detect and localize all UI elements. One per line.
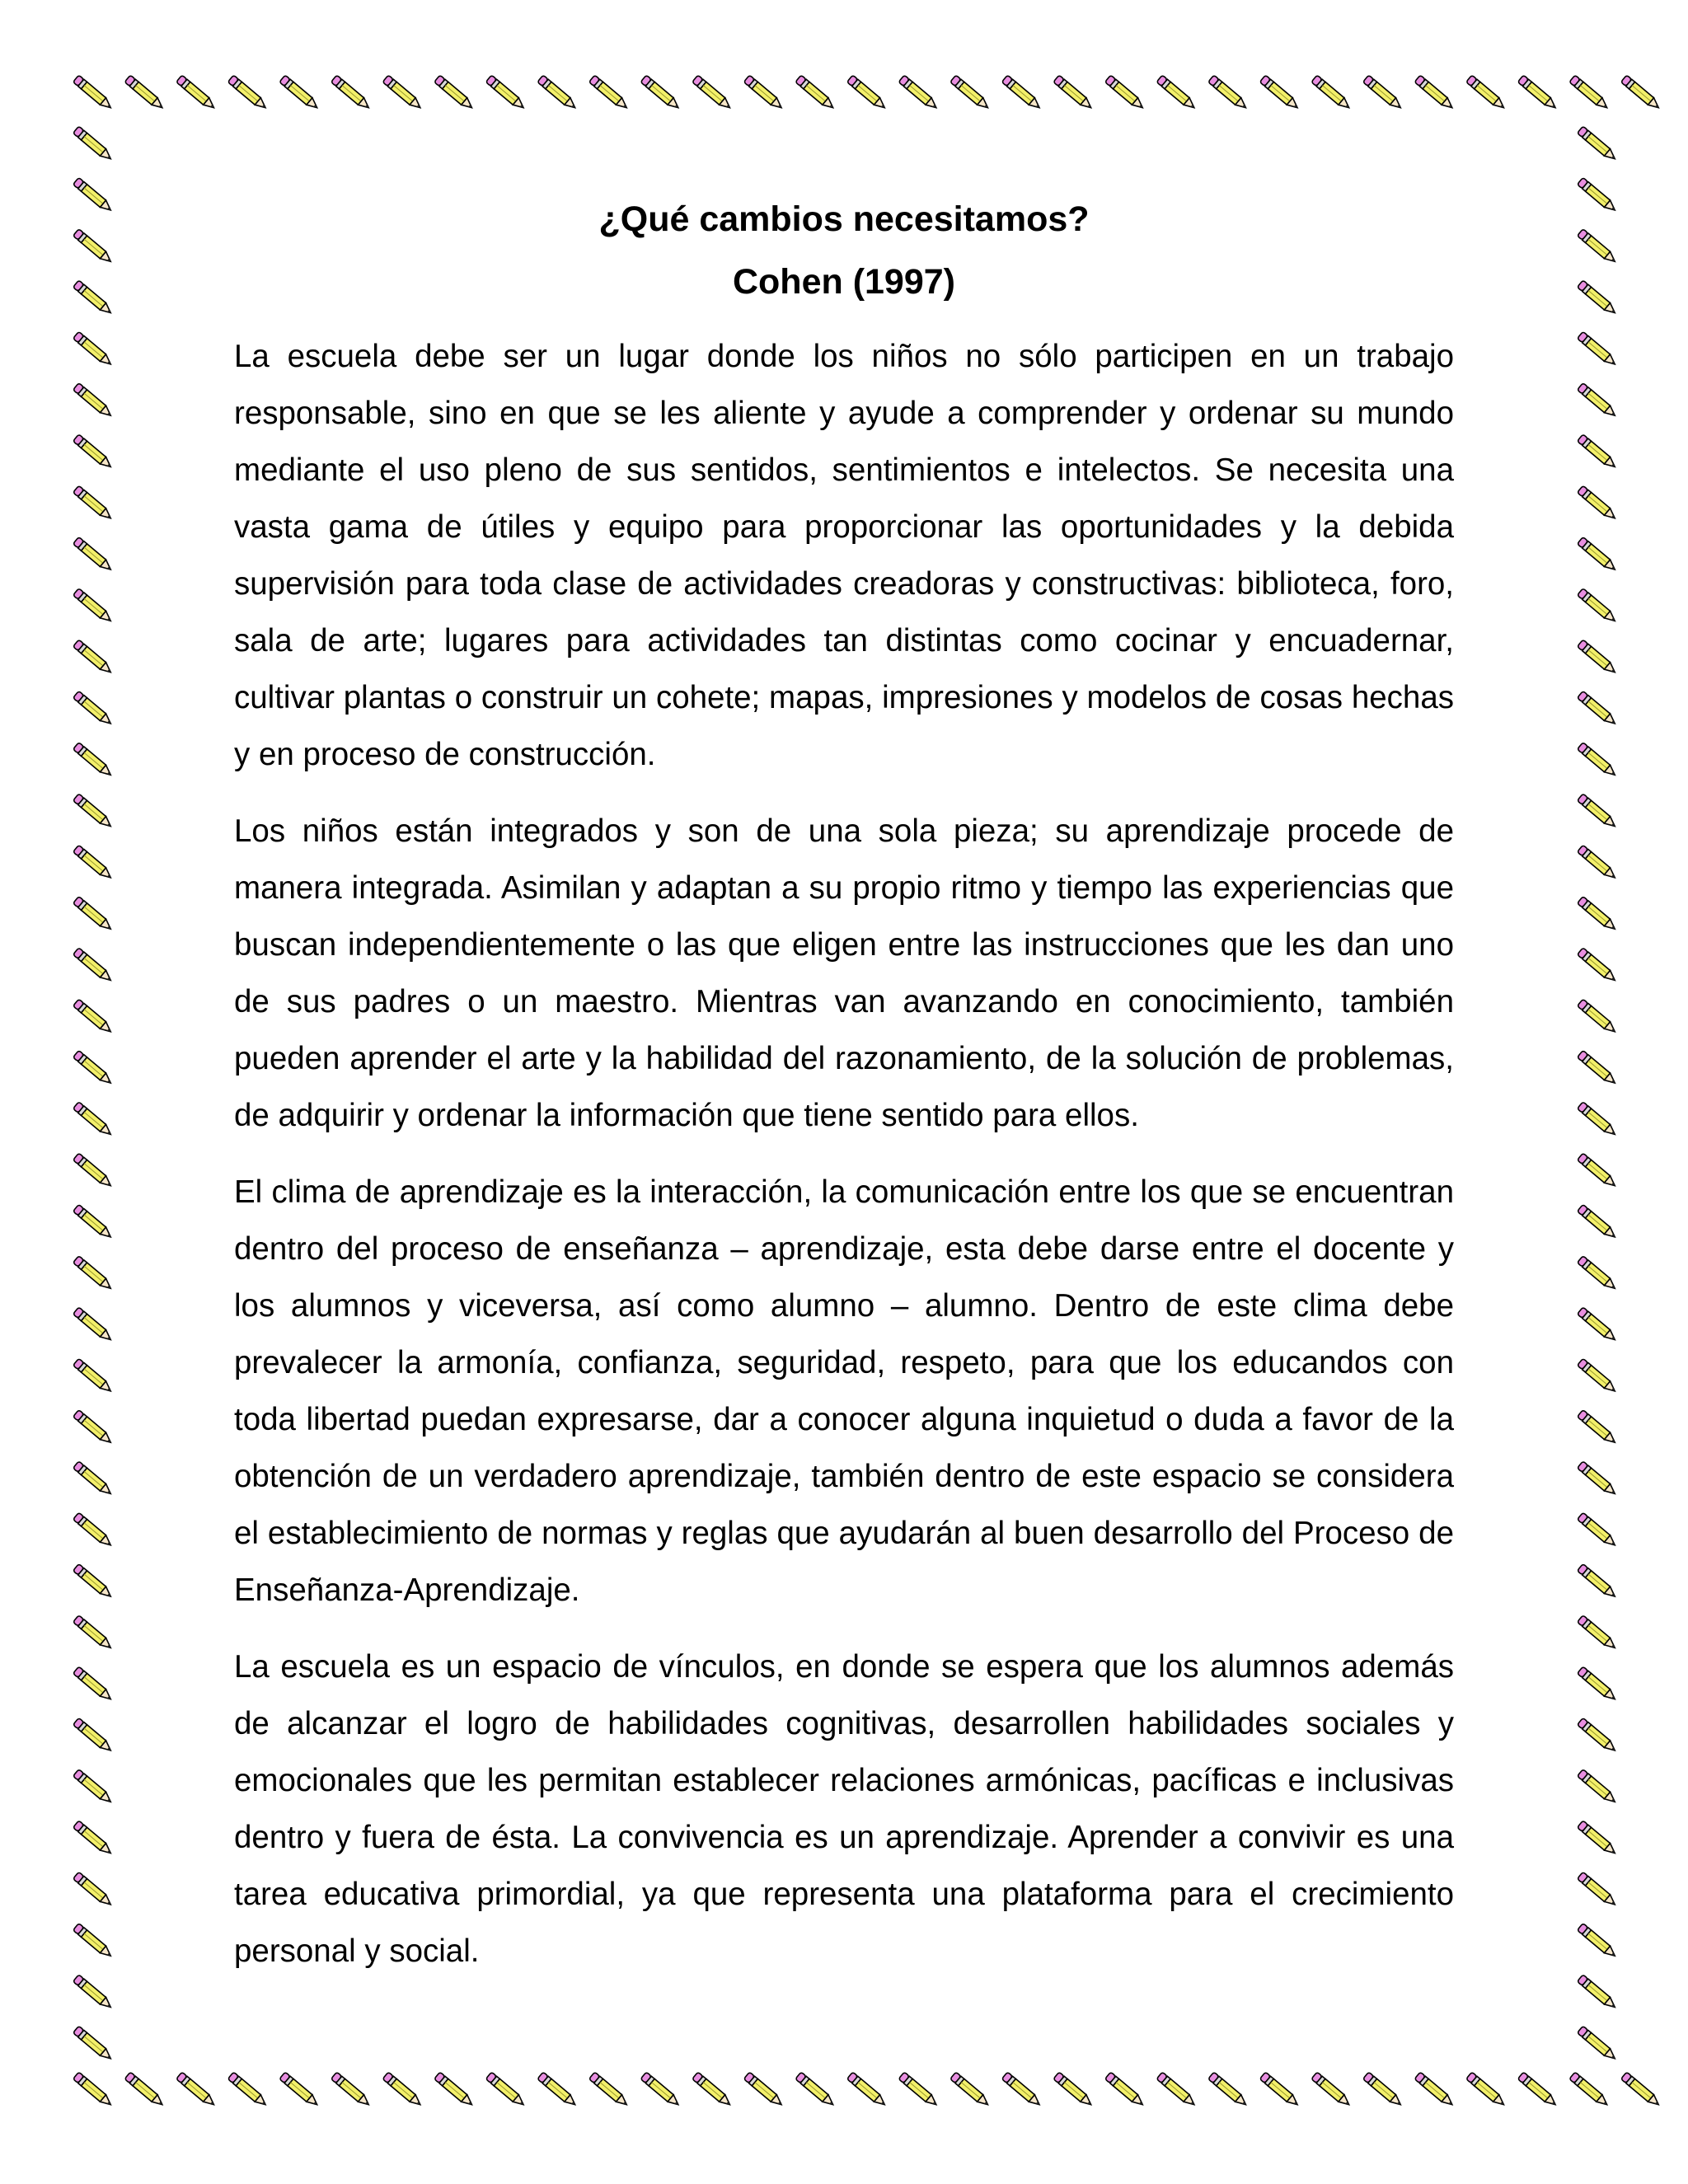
pencil-icon: [1578, 1050, 1618, 1086]
pencil-icon: [1578, 1204, 1618, 1240]
pencil-icon: [73, 948, 114, 984]
pencil-icon: [227, 2072, 268, 2108]
pencil-icon: [1578, 1615, 1618, 1652]
pencil-icon: [176, 2072, 217, 2108]
pencil-icon: [73, 1153, 114, 1189]
pencil-icon: [73, 1821, 114, 1857]
pencil-icon: [1578, 743, 1618, 779]
pencil-icon: [1578, 1256, 1618, 1292]
pencil-icon: [1414, 75, 1455, 111]
pencil-icon: [73, 537, 114, 573]
pencil-icon: [1001, 2072, 1042, 2108]
pencil-icon: [1578, 1102, 1618, 1138]
pencil-icon: [1053, 75, 1094, 111]
pencil-icon: [1208, 2072, 1249, 2108]
pencil-icon: [1578, 640, 1618, 676]
pencil-icon: [1001, 75, 1042, 111]
pencil-icon: [1578, 1666, 1618, 1703]
pencil-icon: [1578, 1975, 1618, 2011]
pencil-icon: [73, 1924, 114, 1960]
pencil-icon: [73, 1666, 114, 1703]
pencil-icon: [73, 691, 114, 727]
pencil-icon: [537, 2072, 578, 2108]
pencil-icon: [1578, 1821, 1618, 1857]
pencil-icon: [382, 75, 423, 111]
pencil-icon: [1621, 75, 1662, 111]
pencil-icon: [847, 2072, 888, 2108]
pencil-icon: [898, 2072, 939, 2108]
pencil-icon: [73, 1256, 114, 1292]
pencil-icon: [73, 588, 114, 625]
pencil-icon: [73, 229, 114, 265]
pencil-icon: [692, 75, 733, 111]
pencil-icon: [73, 75, 114, 111]
pencil-icon: [1569, 75, 1610, 111]
pencil-icon: [847, 75, 888, 111]
pencil-icon: [1569, 2072, 1610, 2108]
pencil-icon: [73, 640, 114, 676]
pencil-icon: [1578, 1924, 1618, 1960]
pencil-icon: [1578, 331, 1618, 368]
pencil-icon: [795, 2072, 836, 2108]
paragraph-4: La escuela es un espacio de vínculos, en donde se espera que los alumnos además de alcanzar el logro de habilidades cognitivas, desarrollen habilidades sociales y emocionales que les permitan establecer relaciones armónicas, pacíficas e inclusivas dentro y fuera de ésta. La convivencia es un aprendizaje. Aprender a convivir es una tarea educativa primordial, ya que representa una plataforma para el crecimiento personal y social.: [234, 1649, 1454, 1969]
pencil-icon: [1363, 75, 1404, 111]
pencil-icon: [382, 2072, 423, 2108]
pencil-icon: [485, 75, 526, 111]
pencil-icon: [73, 1718, 114, 1754]
pencil-icon: [1466, 75, 1507, 111]
pencil-icon: [1311, 2072, 1352, 2108]
document-subtitle: Cohen (1997): [732, 262, 955, 302]
pencil-icon: [73, 280, 114, 316]
pencil-icon: [73, 1410, 114, 1446]
pencil-icon: [1578, 2026, 1618, 2062]
pencil-icon: [331, 2072, 372, 2108]
pencil-icon: [1578, 485, 1618, 522]
pencil-icon: [1578, 1307, 1618, 1343]
pencil-icon: [692, 2072, 733, 2108]
pencil-icon: [1259, 2072, 1300, 2108]
pencil-icon: [1578, 1410, 1618, 1446]
pencil-icon: [73, 794, 114, 830]
pencil-icon: [1578, 1358, 1618, 1394]
pencil-icon: [73, 383, 114, 419]
pencil-icon: [73, 743, 114, 779]
pencil-icon: [1156, 75, 1197, 111]
pencil-icon: [1156, 2072, 1197, 2108]
pencil-icon: [743, 75, 784, 111]
pencil-icon: [1578, 1153, 1618, 1189]
pencil-icon: [434, 75, 475, 111]
pencil-icon: [1578, 1512, 1618, 1549]
pencil-icon: [1578, 126, 1618, 162]
pencil-icon: [1363, 2072, 1404, 2108]
pencil-icon: [1578, 588, 1618, 625]
pencil-icon: [1208, 75, 1249, 111]
pencil-icon: [640, 2072, 681, 2108]
pencil-icon: [743, 2072, 784, 2108]
pencil-icon: [589, 2072, 630, 2108]
pencil-icon: [950, 75, 991, 111]
pencil-icon: [73, 1615, 114, 1652]
pencil-icon: [73, 1204, 114, 1240]
paragraph-1: La escuela debe ser un lugar donde los niños no sólo participen en un trabajo responsable, sino en que se les aliente y ayude a comprender y ordenar su mundo mediante el uso pleno de sus sentidos, sentimientos e intelectos. Se necesita una vasta gama de útiles y equipo para proporcionar las oportunidades y la debida supervisión para toda clase de actividades creadoras y constructivas: biblioteca, foro, sala de arte; lugares para actividades tan distintas como cocinar y encuadernar, cultivar plantas o construir un cohete; mapas, impresiones y modelos de cosas hechas y en proceso de construcción.: [234, 339, 1454, 772]
pencil-icon: [1105, 75, 1146, 111]
pencil-icon: [1578, 1872, 1618, 1908]
pencil-icon: [1105, 2072, 1146, 2108]
pencil-icon: [898, 75, 939, 111]
pencil-icon: [1578, 1461, 1618, 1497]
pencil-icon: [1578, 897, 1618, 933]
pencil-icon: [537, 75, 578, 111]
pencil-icon: [1259, 75, 1300, 111]
pencil-icon: [485, 2072, 526, 2108]
pencil-icon: [1517, 75, 1558, 111]
pencil-icon: [73, 177, 114, 213]
pencil-icon: [73, 845, 114, 881]
paragraph-2: Los niños están integrados y son de una sola pieza; su aprendizaje procede de manera integrada. Asimilan y adaptan a su propio ritmo y tiempo las experiencias que buscan independientemente o las que eligen entre las instrucciones que les dan uno de sus padres o un maestro. Mientras van avanzando en conocimiento, también pueden aprender el arte y la habilidad del razonamiento, de la solución de problemas, de adquirir y ordenar la información que tiene sentido para ellos.: [234, 813, 1454, 1133]
pencil-icon: [73, 2026, 114, 2062]
pencil-icon: [73, 1102, 114, 1138]
pencil-icon: [124, 2072, 165, 2108]
pencil-icon: [1578, 434, 1618, 471]
pencil-icon: [950, 2072, 991, 2108]
pencil-icon: [589, 75, 630, 111]
pencil-icon: [1466, 2072, 1507, 2108]
pencil-icon: [73, 1307, 114, 1343]
pencil-icon: [73, 1050, 114, 1086]
pencil-icon: [1578, 1718, 1618, 1754]
pencil-icon: [73, 1358, 114, 1394]
pencil-icon: [1053, 2072, 1094, 2108]
pencil-icon: [1414, 2072, 1455, 2108]
pencil-icon: [279, 75, 320, 111]
pencil-icon: [1578, 999, 1618, 1035]
pencil-icon: [176, 75, 217, 111]
pencil-icon: [1578, 537, 1618, 573]
pencil-icon: [1578, 229, 1618, 265]
pencil-icon: [227, 75, 268, 111]
pencil-icon: [73, 1461, 114, 1497]
pencil-icon: [434, 2072, 475, 2108]
pencil-icon: [1311, 75, 1352, 111]
pencil-icon: [1578, 280, 1618, 316]
pencil-icon: [1578, 177, 1618, 213]
pencil-icon: [73, 1872, 114, 1908]
pencil-icon: [73, 999, 114, 1035]
pencil-icon: [1578, 691, 1618, 727]
pencil-icon: [1578, 948, 1618, 984]
pencil-icon: [1578, 383, 1618, 419]
pencil-icon: [1578, 794, 1618, 830]
pencil-icon: [1578, 1563, 1618, 1600]
pencil-icon: [640, 75, 681, 111]
pencil-icon: [73, 1512, 114, 1549]
pencil-icon: [795, 75, 836, 111]
pencil-icon: [331, 75, 372, 111]
pencil-icon: [124, 75, 165, 111]
pencil-icon: [1578, 1769, 1618, 1806]
pencil-icon: [1517, 2072, 1558, 2108]
pencil-icon: [73, 1563, 114, 1600]
pencil-icon: [73, 2072, 114, 2108]
document-title: ¿Qué cambios necesitamos?: [598, 199, 1090, 239]
pencil-icon: [73, 1975, 114, 2011]
pencil-icon: [73, 897, 114, 933]
pencil-icon: [279, 2072, 320, 2108]
pencil-icon: [73, 331, 114, 368]
pencil-icon: [73, 126, 114, 162]
pencil-icon: [73, 434, 114, 471]
pencil-icon: [1578, 845, 1618, 881]
pencil-icon: [1621, 2072, 1662, 2108]
document-page: [234, 188, 1454, 1999]
pencil-icon: [73, 1769, 114, 1806]
paragraph-3: El clima de aprendizaje es la interacción, la comunicación entre los que se encuentran dentro del proceso de enseñanza – aprendizaje, esta debe darse entre el docente y los alumnos y viceversa, así como alumno – alumno. Dentro de este clima debe prevalecer la armonía, confianza, seguridad, respeto, para que los educandos con toda libertad puedan expresarse, dar a conocer alguna inquietud o duda a favor de la obtención de un verdadero aprendizaje, también dentro de este espacio se considera el establecimiento de normas y reglas que ayudarán al buen desarrollo del Proceso de Enseñanza-Aprendizaje.: [234, 1174, 1454, 1608]
pencil-icon: [73, 485, 114, 522]
